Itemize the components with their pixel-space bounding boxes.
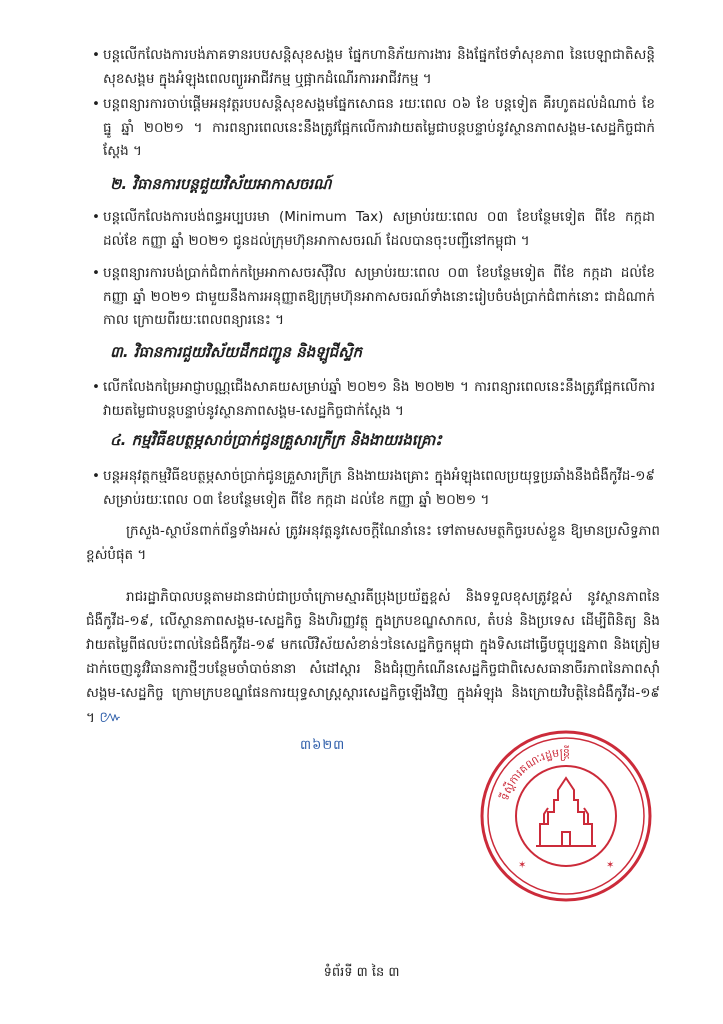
svg-text:✶: ✶ [518,860,527,871]
monitoring-paragraph [86,585,660,730]
official-seal-icon [478,728,654,904]
page-footer: ទំព័រទី ៣ នៃ ៣ [323,965,400,980]
instruction-paragraph [86,519,660,567]
list-item [92,206,655,253]
list-item [92,44,655,91]
seal-text: ទីស្តីការគណៈរដ្ឋមន្ត្រី [498,745,571,803]
bullet-text: បន្តពន្យារការចាប់ផ្តើមអនុវត្តរបបសន្តិសុខសង្គមផ្នែកសោធន រយៈពេល ០៦ ខែ បន្តទៀត គឺរហូតដល់ដំណាច់ ខែ ធ្នូ ឆ្នាំ ២០២១ ។ ការពន្យារពេលនេះនឹងត្រូវផ្អែកលើការវាយតម្លៃជាបន្តបន្ទាប់នូវស្ថានភាពសង្គម-សេដ្ឋកិច្ចជាក់ស្តែង ។ [103,96,655,159]
bullet-text: បន្តលើកលែងការបង់ភាគទានរបបសន្តិសុខសង្គម ផ្នែកហានិភ័យការងារ និងផ្នែកថែទាំសុខភាព នៃបេឡាជាតិសន្តិសុខសង្គម ក្នុងអំឡុងពេលព្យួរអាជីវកម្ម ឬផ្អាកដំណើរការអាជីវកម្ម ។ [103,47,655,87]
temple-emblem [536,778,596,846]
bullet-icon: • [92,379,100,395]
paragraph-text: រាជរដ្ឋាភិបាលបន្តតាមដានជាប់ជាប្រចាំក្រោមស្មារតីប្រុងប្រយ័ត្នខ្ពស់ និងទទួលខុសត្រូវខ្ពស់ នូវស្ថានភាពនៃជំងឺកូវីដ-១៩, លើស្ថានភាពសង្គម-សេដ្ឋកិច្ច និងហិរញ្ញវត្ថុ ក្នុងក្របខណ្ឌសាកល, តំបន់ និងប្រទេស ដើម្បីពិនិត្យ និងវាយតម្លៃពីផលប៉ះពាល់នៃជំងឺកូវីដ-១៩ មកលើវិស័យសំខាន់ៗនៃសេដ្ឋកិច្ចកម្ពុជា ក្នុងទិសដៅធ្វើបច្ចុប្បន្នភាព និងត្រៀមដាក់ចេញនូវវិធានការថ្មីៗបន្ថែមចាំបាច់នានា សំដៅស្តារ និងជំរុញកំណើនសេដ្ឋកិច្ចជាពិសេសធានាចីរភាពនៃភាពស៊ាំសង្គម-សេដ្ឋកិច្ច ក្រោមក្របខណ្ឌផែនការយុទ្ធសាស្ត្រស្តារសេដ្ឋកិច្ចឡើងវិញ ក្នុងអំឡុង និងក្រោយវិបត្តិនៃជំងឺកូវីដ-១៩ ។ [86,589,660,726]
svg-text:✶: ✶ [606,860,615,871]
section-heading-4: ៤. កម្មវិធីឧបត្ថម្ភសាច់ប្រាក់ជូនគ្រួសារក្រីក្រ និងងាយរងគ្រោះ [110,431,442,449]
bullet-icon: • [92,468,100,484]
section-heading-3: ៣. វិធានការជួយវិស័យដឹកជញ្ជូន និងឡូជីស្ទិក [110,343,362,361]
bullet-icon: • [92,265,100,281]
list-item [92,93,655,164]
handwritten-note: ៣៦២៣ [300,738,346,753]
bullet-text: បន្តអនុវត្តកម្មវិធីឧបត្ថម្ភសាច់ប្រាក់ជូនគ្រួសារក្រីក្រ និងងាយរងគ្រោះ ក្នុងអំឡុងពេលប្រយុទ្ធប្រឆាំងនឹងជំងឺកូវីដ-១៩ សម្រាប់រយៈពេល ០៣ ខែបន្ថែមទៀត ពីខែ កក្កដា ដល់ខែ កញ្ញា ឆ្នាំ ២០២១ ។ [103,468,655,508]
list-item [92,262,655,333]
list-item [92,376,655,423]
bullet-text: បន្តលើកលែងការបង់ពន្ធអប្បបរមា (Minimum Tax) សម្រាប់រយៈពេល ០៣ ខែបន្ថែមទៀត ពីខែ កក្កដា ដល់ខែ កញ្ញា ឆ្នាំ ២០២១ ជូនដល់ក្រុមហ៊ុនអាកាសចរណ៍ ដែលបានចុះបញ្ជីនៅកម្ពុជា ។ [103,209,655,249]
list-item [92,465,655,512]
bullet-icon: • [92,209,100,225]
bullet-icon: • [92,96,100,112]
bullet-icon: • [92,47,100,63]
bullet-text: លើកលែងកម្រៃអាជ្ញាបណ្ណជើងសាគយសម្រាប់ឆ្នាំ ២០២១ និង ២០២២ ។ ការពន្យារពេលនេះនឹងត្រូវផ្អែកលើការវាយតម្លៃជាបន្តបន្ទាប់នូវស្ថានភាពសង្គម-សេដ្ឋកិច្ចជាក់ស្តែង ។ [103,379,655,419]
paragraph-text: ក្រសួង-ស្ថាប័នពាក់ព័ន្ធទាំងអស់ ត្រូវអនុវត្តនូវសេចក្តីណែនាំនេះ ទៅតាមសមត្ថកិច្ចរបស់ខ្លួន ឱ្យមានប្រសិទ្ធភាពខ្ពស់បំផុត ។ [86,523,660,563]
end-mark: ៚ [99,707,122,726]
section-heading-2: ២. វិធានការបន្តជួយវិស័យអាកាសចរណ៍ [110,175,332,193]
bullet-text: បន្តពន្យារការបង់ប្រាក់ជំពាក់កម្រៃអាកាសចរស៊ីវិល សម្រាប់រយៈពេល ០៣ ខែបន្ថែមទៀត ពីខែ កក្កដា ដល់ខែ កញ្ញា ឆ្នាំ ២០២១ ជាមួយនឹងការអនុញ្ញាតឱ្យក្រុមហ៊ុនអាកាសចរណ៍ទាំងនោះរៀបចំបង់ប្រាក់ជំពាក់នោះ ជាដំណាក់កាល ក្រោយពីរយៈពេលពន្យារនេះ ។ [103,265,655,328]
